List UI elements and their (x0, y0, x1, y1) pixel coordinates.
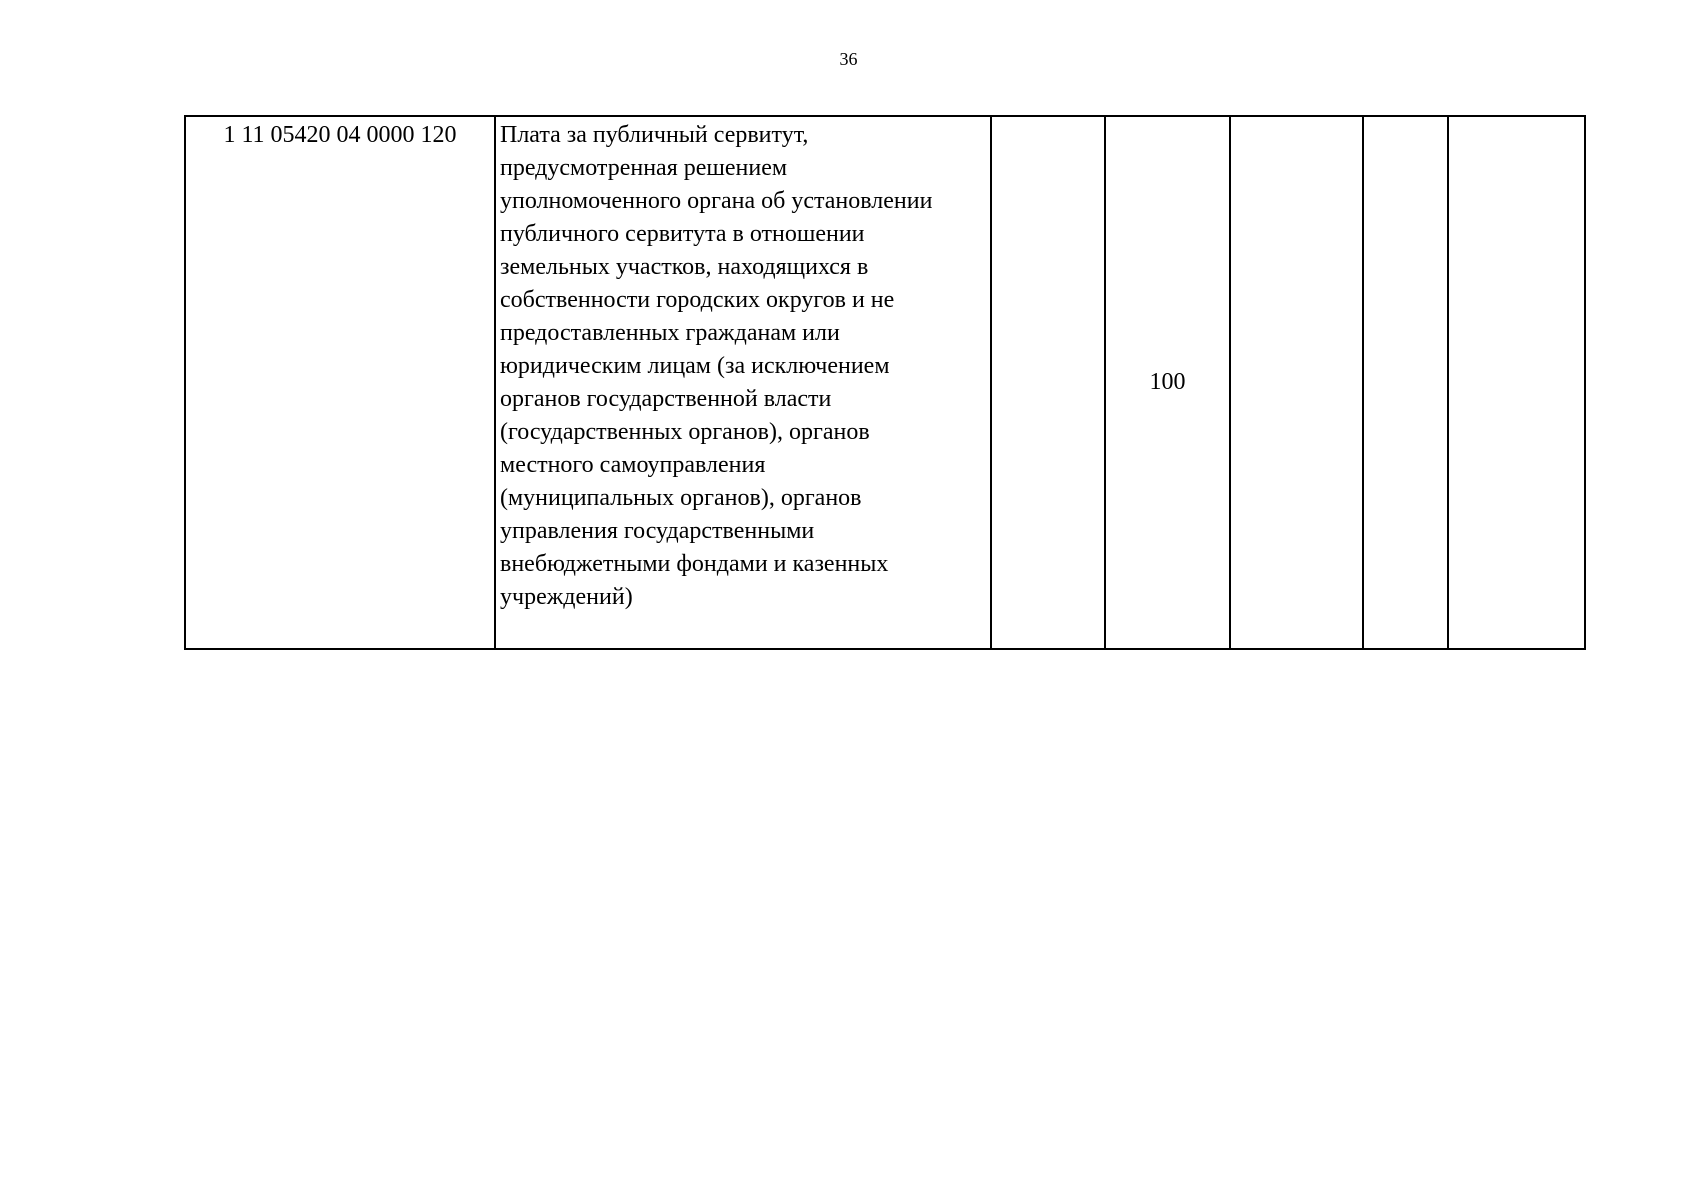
description-line: управления государственными (500, 518, 815, 544)
description-line: предоставленных гражданам или (500, 320, 840, 346)
description-line: местного самоуправления (500, 452, 766, 478)
column-3-cell (991, 116, 1105, 649)
description-line: Плата за публичный сервитут, (500, 122, 809, 148)
description-line: (муниципальных органов), органов (500, 485, 862, 511)
description-line: собственности городских округов и не (500, 287, 895, 313)
budget-code-cell: 1 11 05420 04 0000 120 (185, 116, 495, 649)
description-line: юридическим лицам (за исключением (500, 353, 890, 379)
description-line: земельных участков, находящихся в (500, 254, 869, 280)
column-7-cell (1448, 116, 1585, 649)
description-line: предусмотренная решением (500, 155, 788, 181)
description-line: уполномоченного органа об установлении (500, 188, 933, 214)
budget-table (184, 115, 1586, 650)
column-6-cell (1363, 116, 1448, 649)
description-line: публичного сервитута в отношении (500, 221, 865, 247)
description-line: внебюджетными фондами и казенных (500, 551, 889, 577)
page-number: 36 (839, 49, 858, 69)
description-cell (495, 116, 991, 649)
description-line: учреждений) (500, 584, 633, 610)
table-row (185, 116, 1585, 649)
description-line: органов государственной власти (500, 386, 832, 412)
column-5-cell (1230, 116, 1363, 649)
description-line: (государственных органов), органов (500, 419, 870, 445)
column-4-cell: 100 (1105, 116, 1230, 649)
